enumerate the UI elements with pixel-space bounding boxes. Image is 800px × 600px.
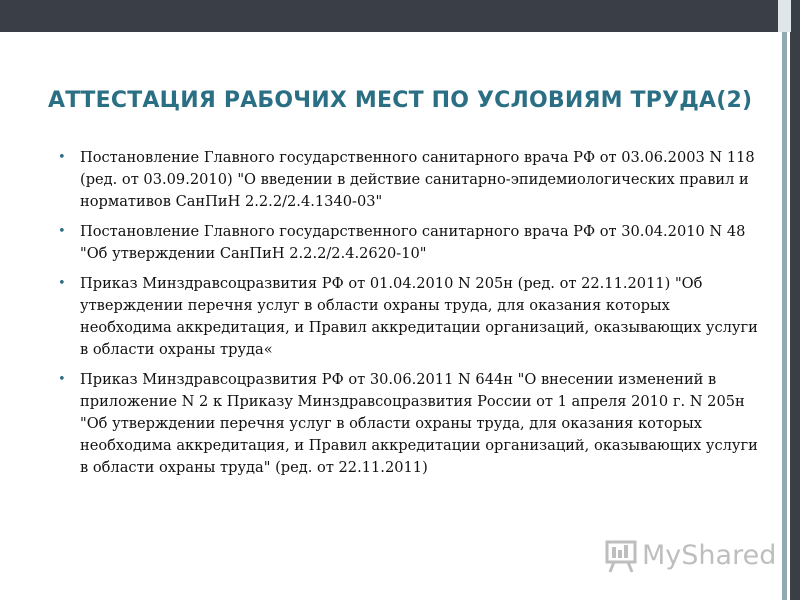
bullet-item (56, 369, 760, 479)
watermark-logo (604, 537, 777, 577)
watermark-text: MyShared (642, 540, 777, 571)
header-band (0, 0, 800, 35)
header-bar (0, 0, 778, 32)
bullet-marker: • (58, 150, 66, 165)
bullet-marker: • (58, 372, 66, 387)
bullet-item (56, 221, 760, 265)
slide-title: АТТЕСТАЦИЯ РАБОЧИХ МЕСТ ПО УСЛОВИЯМ ТРУДА(2) (48, 88, 753, 113)
bullet-text: Постановление Главного государственного санитарного врача РФ от 30.04.2010 N 48 "Об утверждении СанПиН 2.2.2/2.4.2620-10" (80, 223, 746, 262)
bullet-list (56, 147, 760, 487)
bullet-item (56, 147, 760, 213)
bullet-text: Постановление Главного государственного санитарного врача РФ от 03.06.2003 N 118 (ред. от 03.09.2010) "О введении в действие санитарно-эпидемиологических правил и нормативов СанПиН 2.2.2/2.4.1340-03" (80, 149, 755, 210)
right-decorative-stripes (778, 0, 800, 600)
bullet-text: Приказ Минздравсоцразвития РФ от 30.06.2011 N 644н "О внесении изменений в приложение N 2 к Приказу Минздравсоцразвития России от 1 апреля 2010 г. N 205н "Об утверждении перечня услуг в области охраны труда, для оказания которых необходима аккредитация, и Правил аккредитации организаций, оказывающих услуги в области охраны труда" (ред. от 22.11.2011) (80, 371, 758, 476)
bullet-marker: • (58, 224, 66, 239)
bullet-marker: • (58, 276, 66, 291)
bullet-text: Приказ Минздравсоцразвития РФ от 01.04.2010 N 205н (ред. от 22.11.2011) "Об утверждении перечня услуг в области охраны труда, для оказания которых необходима аккредитация, и Правил аккредитации организаций, оказывающих услуги в области охраны труда« (80, 275, 758, 358)
stripe-dark (790, 0, 800, 600)
presentation-board-icon (604, 539, 638, 573)
bullet-item (56, 273, 760, 361)
stripe-top-highlight (778, 0, 791, 32)
